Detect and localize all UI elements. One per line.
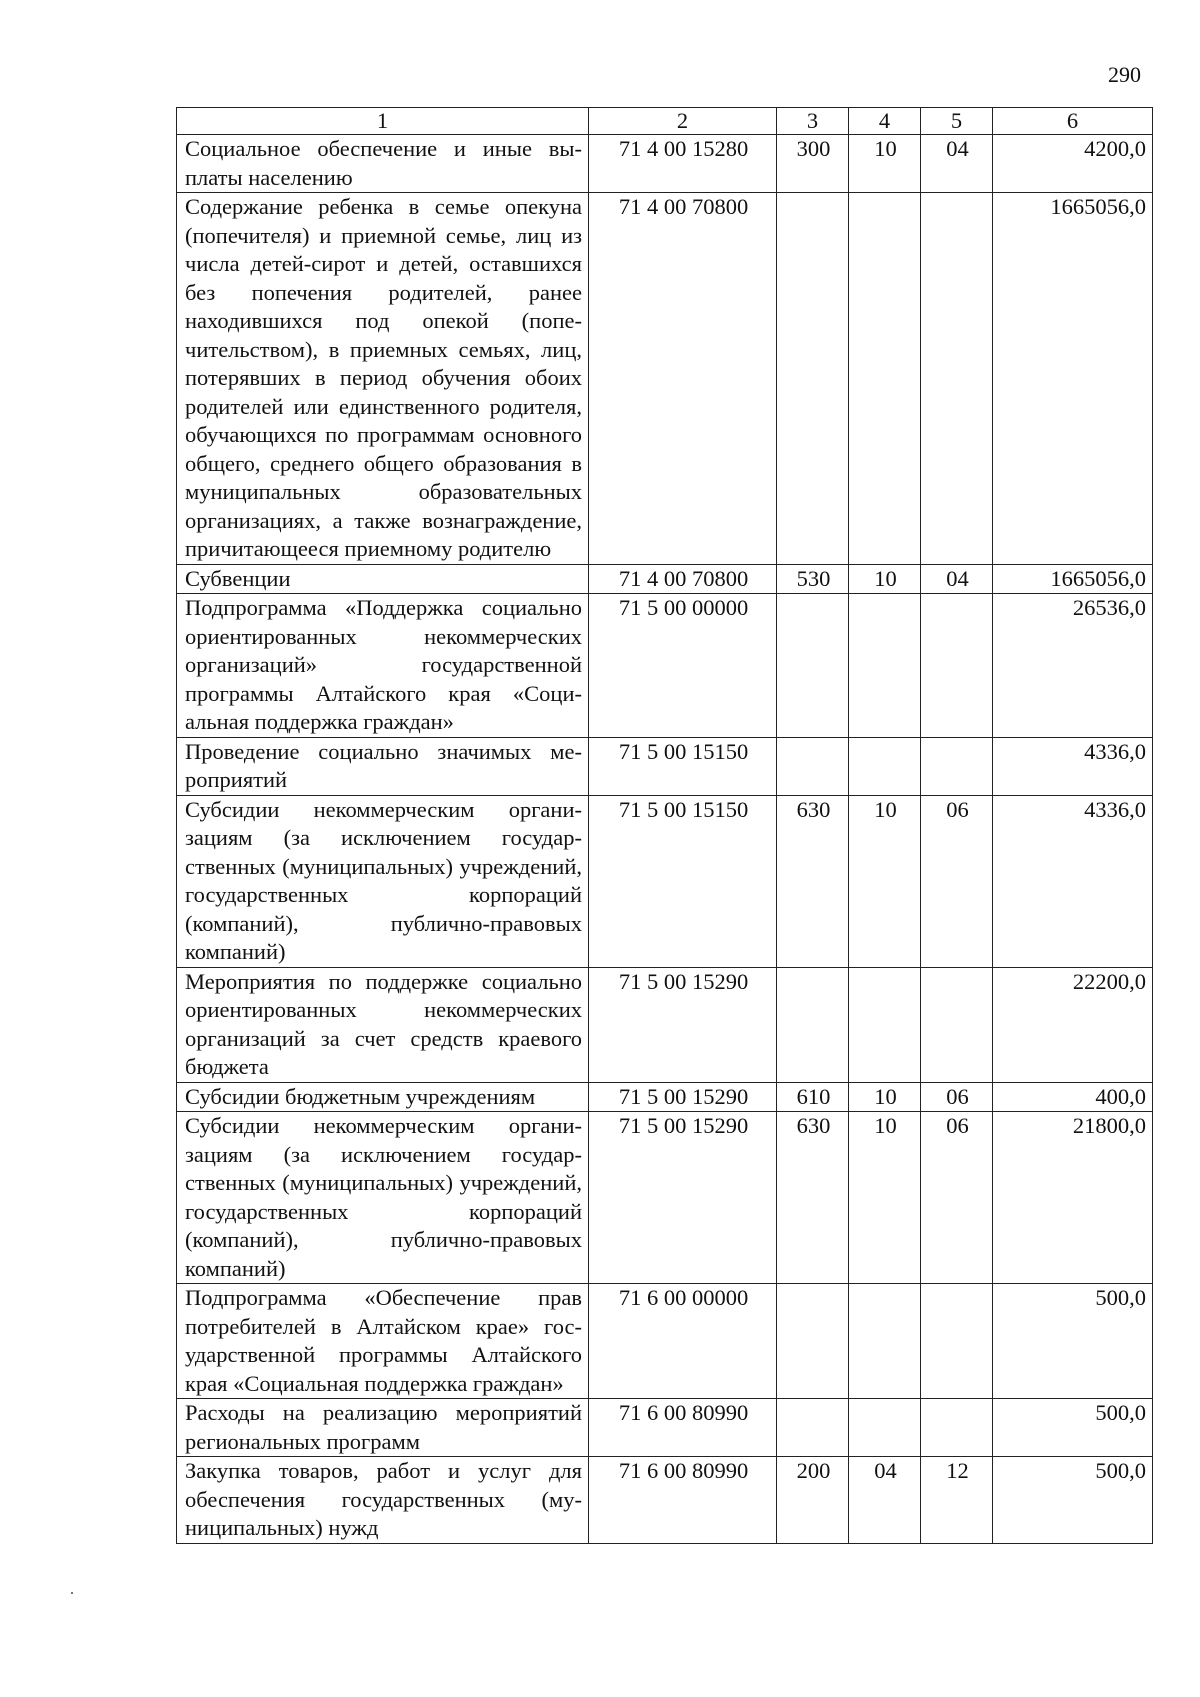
row-col3-cell: 300 [777,135,849,193]
row-sum-cell: 400,0 [993,1082,1153,1112]
table-header [177,108,1153,135]
row-sum-cell: 500,0 [993,1284,1153,1399]
row-code-cell: 71 6 00 00000 [589,1284,777,1399]
header-cell-4: 4 [849,108,921,135]
row-col4-cell: 10 [849,564,921,594]
row-col5-cell: 12 [921,1457,993,1544]
row-name-cell: Субвенции [177,564,589,594]
row-name-cell: Подпрограмма «Поддержка социально ориентированных некоммерческих организаций» государственной программы Алтайского края «Социальная поддержка граждан» [177,594,589,738]
row-code-cell: 71 6 00 80990 [589,1457,777,1544]
row-col5-cell [921,193,993,565]
row-col4-cell: 10 [849,795,921,967]
row-col3-cell [777,737,849,795]
row-name-cell: Проведение социально значимых мероприятий [177,737,589,795]
header-cell-1: 1 [177,108,589,135]
row-col5-cell [921,1284,993,1399]
table-row [177,737,1153,795]
row-code-cell: 71 4 00 70800 [589,564,777,594]
row-col4-cell: 10 [849,1082,921,1112]
row-sum-cell: 1665056,0 [993,193,1153,565]
row-sum-cell: 21800,0 [993,1112,1153,1284]
row-name-cell: Расходы на реализацию мероприятий региональных программ [177,1399,589,1457]
row-name-cell: Субсидии некоммерческим организациям (за исключением государственных (муниципальных) учреждений, государственных корпораций (компаний), публично-правовых компаний) [177,795,589,967]
header-row [177,108,1153,135]
header-cell-6: 6 [993,108,1153,135]
row-col3-cell [777,594,849,738]
row-col4-cell [849,1399,921,1457]
row-name-cell: Закупка товаров, работ и услуг для обеспечения государственных (муниципальных) нужд [177,1457,589,1544]
row-code-cell: 71 5 00 15150 [589,795,777,967]
row-col5-cell [921,594,993,738]
table-row [177,967,1153,1082]
row-sum-cell: 26536,0 [993,594,1153,738]
row-col5-cell: 06 [921,1112,993,1284]
row-col5-cell [921,967,993,1082]
row-name-cell: Содержание ребенка в семье опекуна (попечителя) и приемной семье, лиц из числа детей-сирот и детей, оставшихся без попечения родителей, ранее находившихся под опекой (попечительством), в приемных семьях, лиц, потерявших в период обучения обоих родителей или единственного родителя, обучающихся по программам основного общего, среднего общего образования в муниципальных образовательных организациях, а также вознаграждение, причитающееся приемному родителю [177,193,589,565]
row-col5-cell [921,1399,993,1457]
table-row [177,135,1153,193]
scan-speck [71,1592,73,1594]
row-name-cell: Мероприятия по поддержке социально ориентированных некоммерческих организаций за счет средств краевого бюджета [177,967,589,1082]
row-sum-cell: 4336,0 [993,737,1153,795]
table-row [177,1082,1153,1112]
page-number: 290 [1108,62,1141,87]
row-sum-cell: 500,0 [993,1457,1153,1544]
row-sum-cell: 22200,0 [993,967,1153,1082]
row-code-cell: 71 5 00 00000 [589,594,777,738]
row-col3-cell [777,1284,849,1399]
table-row [177,564,1153,594]
row-col3-cell: 630 [777,1112,849,1284]
row-col5-cell: 06 [921,795,993,967]
row-col4-cell [849,594,921,738]
row-col5-cell: 04 [921,564,993,594]
row-sum-cell: 500,0 [993,1399,1153,1457]
row-col3-cell: 630 [777,795,849,967]
row-name-cell: Социальное обеспечение и иные выплаты населению [177,135,589,193]
row-col5-cell [921,737,993,795]
header-cell-2: 2 [589,108,777,135]
row-col5-cell: 06 [921,1082,993,1112]
table-row [177,795,1153,967]
table-row [177,193,1153,565]
row-col3-cell: 200 [777,1457,849,1544]
header-cell-5: 5 [921,108,993,135]
row-col4-cell: 10 [849,1112,921,1284]
row-col3-cell: 610 [777,1082,849,1112]
row-code-cell: 71 6 00 80990 [589,1399,777,1457]
row-col4-cell [849,737,921,795]
row-code-cell: 71 5 00 15290 [589,1082,777,1112]
row-col5-cell: 04 [921,135,993,193]
row-sum-cell: 4200,0 [993,135,1153,193]
row-code-cell: 71 4 00 15280 [589,135,777,193]
row-code-cell: 71 5 00 15290 [589,967,777,1082]
row-col4-cell: 04 [849,1457,921,1544]
row-col4-cell: 10 [849,135,921,193]
row-name-cell: Субсидии бюджетным учреждениям [177,1082,589,1112]
table-row [177,594,1153,738]
table-row [177,1284,1153,1399]
row-name-cell: Субсидии некоммерческим организациям (за исключением государственных (муниципальных) учреждений, государственных корпораций (компаний), публично-правовых компаний) [177,1112,589,1284]
row-col3-cell [777,1399,849,1457]
row-col4-cell [849,967,921,1082]
row-code-cell: 71 5 00 15290 [589,1112,777,1284]
table-body [177,135,1153,1544]
row-name-cell: Подпрограмма «Обеспечение прав потребителей в Алтайском крае» государственной программы Алтайского края «Социальная поддержка граждан» [177,1284,589,1399]
table-row [177,1112,1153,1284]
row-code-cell: 71 5 00 15150 [589,737,777,795]
row-col4-cell [849,193,921,565]
row-col3-cell: 530 [777,564,849,594]
row-col3-cell [777,967,849,1082]
row-sum-cell: 1665056,0 [993,564,1153,594]
budget-table [176,107,1153,1544]
header-cell-3: 3 [777,108,849,135]
table-row [177,1457,1153,1544]
row-col3-cell [777,193,849,565]
row-sum-cell: 4336,0 [993,795,1153,967]
table-row [177,1399,1153,1457]
row-col4-cell [849,1284,921,1399]
row-code-cell: 71 4 00 70800 [589,193,777,565]
